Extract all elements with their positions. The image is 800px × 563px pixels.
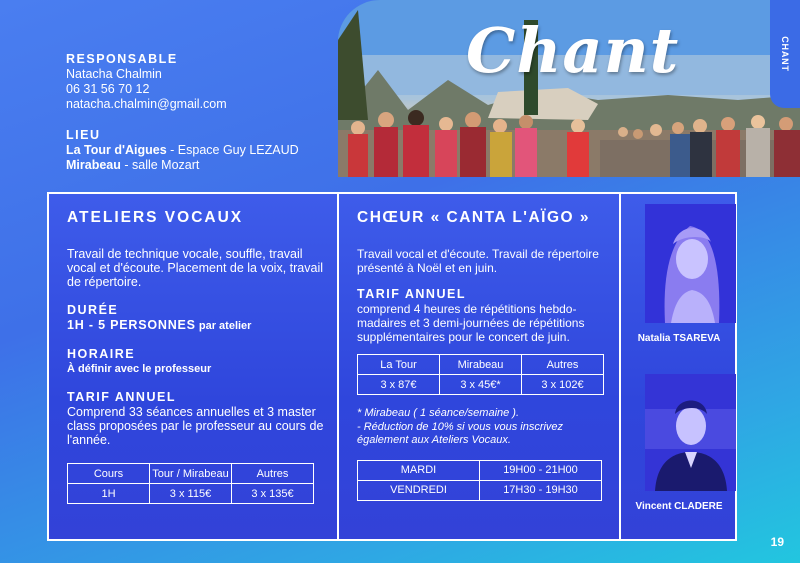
choeur-section — [357, 194, 613, 539]
section-tab — [770, 0, 800, 108]
table-header-cell: Mirabeau — [440, 355, 522, 375]
table-row — [68, 464, 314, 484]
table-row — [68, 484, 314, 504]
lieu-label: LIEU — [66, 128, 101, 142]
table-row — [358, 355, 604, 375]
table-cell: 3 x 102€ — [522, 375, 604, 395]
ateliers-price-table — [67, 463, 314, 504]
responsable-label: RESPONSABLE — [66, 52, 178, 66]
content-frame — [47, 192, 737, 541]
mirabeau-note: * Mirabeau ( 1 séance/semaine ). — [357, 407, 520, 419]
choeur-price-table — [357, 354, 604, 395]
teacher-photo-1 — [645, 204, 736, 323]
schedule-day: MARDI — [358, 460, 480, 480]
ateliers-tarif-label: TARIF ANNUEL — [67, 390, 176, 404]
duree-label: DURÉE — [67, 303, 119, 317]
responsable-email[interactable]: natacha.chalmin@gmail.com — [66, 97, 227, 111]
choeur-tarif-text: comprend 4 heures de répétitions hebdo-madaires et 3 demi-journées de répétitions supplémentaires pour le concert de juin. — [357, 302, 585, 344]
duree-line — [67, 318, 333, 333]
choeur-title: CHŒUR « CANTA L'AÏGO » — [357, 209, 591, 226]
horaire-value: À définir avec le professeur — [67, 363, 212, 375]
reduction-note: - Réduction de 10% si vous vous inscrivez également aux Ateliers Vocaux. — [357, 420, 564, 446]
responsable-name: Natacha Chalmin — [66, 67, 162, 81]
lieu-2-place: - salle Mozart — [120, 158, 200, 172]
table-cell: 1H — [68, 484, 150, 504]
header-photo — [338, 0, 800, 177]
lieu-1 — [66, 143, 299, 158]
table-row — [358, 375, 604, 395]
table-header-cell: Autres — [522, 355, 604, 375]
table-cell: 3 x 45€* — [440, 375, 522, 395]
woman-portrait-icon — [645, 204, 736, 323]
ateliers-description: Travail de technique vocale, souffle, travail vocal et d'écoute. Placement de la voix, travail de répertoire. — [67, 247, 323, 289]
table-cell: 3 x 87€ — [358, 375, 440, 395]
teacher-name-2: Vincent CLADERE — [635, 501, 723, 512]
schedule-table — [357, 460, 602, 501]
section-tab-label: CHANT — [780, 36, 790, 72]
schedule-time: 19H00 - 21H00 — [480, 460, 602, 480]
schedule-day: VENDREDI — [358, 480, 480, 500]
table-cell: 3 x 135€ — [232, 484, 314, 504]
ateliers-title: ATELIERS VOCAUX — [67, 209, 244, 226]
teacher-name-1: Natalia TSAREVA — [637, 333, 721, 344]
table-header-cell: Cours — [68, 464, 150, 484]
horaire-label: HORAIRE — [67, 347, 136, 361]
table-header-cell: Autres — [232, 464, 314, 484]
choeur-description: Travail vocal et d'écoute. Travail de répertoire présenté à Noël et en juin. — [357, 247, 599, 275]
teacher-photo-2 — [645, 374, 736, 491]
lieu-1-town: La Tour d'Aigues — [66, 143, 167, 157]
table-row — [358, 460, 602, 480]
choeur-tarif-label: TARIF ANNUEL — [357, 287, 466, 301]
table-row — [358, 480, 602, 500]
contact-block — [66, 52, 299, 173]
man-portrait-icon — [645, 374, 736, 491]
duree-suffix: par atelier — [195, 320, 252, 332]
page-title: Chant — [466, 14, 680, 87]
ateliers-tarif-text: Comprend 33 séances annuelles et 3 master class proposées par le professeur au cours de l'année. — [67, 405, 324, 447]
ateliers-section — [67, 194, 333, 539]
table-cell: 3 x 115€ — [150, 484, 232, 504]
lieu-2 — [66, 158, 299, 173]
schedule-time: 17H30 - 19H30 — [480, 480, 602, 500]
lieu-2-town: Mirabeau — [66, 158, 121, 172]
teachers-section — [621, 194, 737, 539]
table-header-cell: Tour / Mirabeau — [150, 464, 232, 484]
table-header-cell: La Tour — [358, 355, 440, 375]
page-number: 19 — [770, 535, 784, 549]
column-divider-1 — [337, 194, 339, 539]
duree-value: 1H - 5 PERSONNES — [67, 318, 196, 332]
lieu-1-place: - Espace Guy LEZAUD — [166, 143, 299, 157]
responsable-phone[interactable]: 06 31 56 70 12 — [66, 82, 150, 96]
